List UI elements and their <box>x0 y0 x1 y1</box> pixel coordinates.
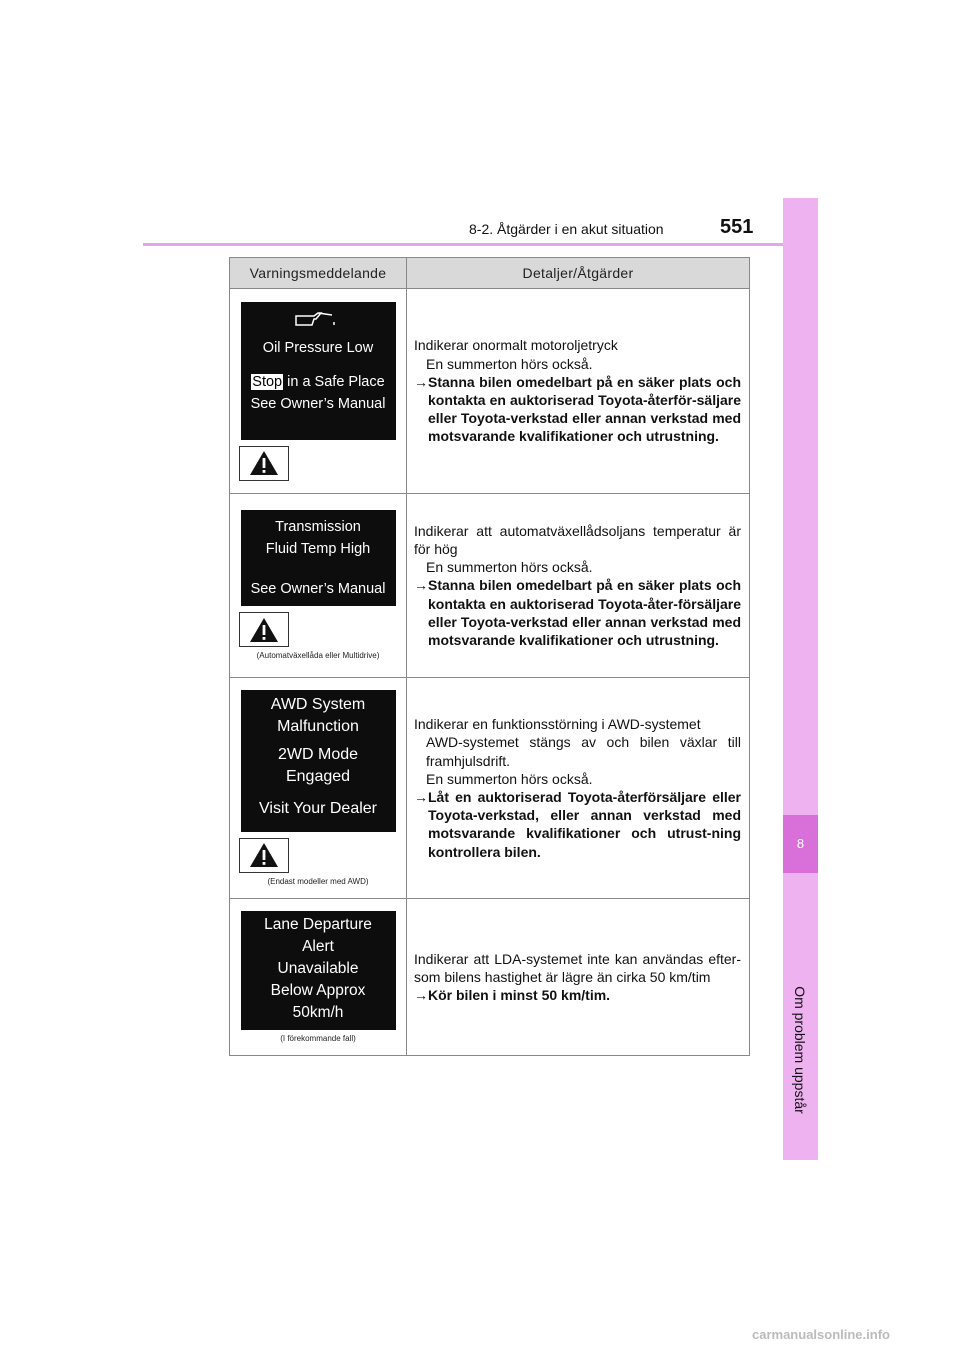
table-row <box>230 899 750 1056</box>
action <box>414 788 741 861</box>
screen-line: Lane Departure <box>264 915 372 933</box>
action <box>414 373 741 446</box>
action-text: Kör bilen i minst 50 km/tim. <box>428 987 611 1004</box>
screen-line: Below Approx <box>270 981 366 999</box>
description: Indikerar att automatväxellådsoljans temperatur är för hög <box>414 522 741 557</box>
oil-can-icon <box>241 310 396 337</box>
details-cell <box>407 494 750 678</box>
display-screen <box>241 690 396 832</box>
screen-line: Unavailable <box>277 959 359 977</box>
warning-triangle-icon <box>239 446 289 481</box>
details-cell <box>407 678 750 899</box>
arrow-icon: → <box>414 789 428 805</box>
screen-line-part: in a Safe Place <box>283 373 385 390</box>
screen-line: 2WD Mode <box>277 745 359 763</box>
chapter-label: Om problem uppstår <box>792 986 808 1114</box>
page-number: 551 <box>720 216 754 238</box>
screen-line: Engaged <box>285 767 351 785</box>
note: En summerton hörs också. <box>426 770 593 787</box>
screen-line <box>241 371 396 393</box>
screen-line: Oil Pressure Low <box>262 339 374 356</box>
action-text: Stanna bilen omedelbart på en säker plats och kontakta en auktoriserad Toyota-åter-försäljare eller Toyota-verkstad eller annan verkstad med motsvarande kvalifikationer och utrustning. <box>428 577 741 648</box>
table-row <box>230 289 750 494</box>
message-cell <box>230 678 407 899</box>
action-text: Stanna bilen omedelbart på en säker plats och kontakta en auktoriserad Toyota-återför-säljare eller Toyota-verkstad eller annan verkstad med motsvarande kvalifikationer och utrustning. <box>428 373 741 445</box>
note: En summerton hörs också. <box>426 559 593 576</box>
arrow-icon: → <box>414 577 428 594</box>
note: AWD-systemet stängs av och bilen växlar till framhjulsdrift. <box>426 734 741 769</box>
screen-line: Alert <box>302 937 334 955</box>
section-title: 8-2. Åtgärder i en akut situation <box>469 221 664 237</box>
details-cell <box>407 289 750 494</box>
message-cell <box>230 899 407 1056</box>
screen-line: 50km/h <box>292 1003 344 1021</box>
caption: (Automatväxellåda eller Multidrive) <box>256 651 380 660</box>
description: Indikerar att LDA-systemet inte kan användas efter-som bilens hastighet är lägre än cirka 50 km/tim <box>414 950 741 985</box>
column-header-message: Varningsmeddelande <box>230 258 407 289</box>
column-header-details: Detaljer/Åtgärder <box>407 258 750 289</box>
warning-table <box>229 257 750 1056</box>
description: Indikerar onormalt motoroljetryck <box>414 337 618 354</box>
header-rule <box>143 243 818 246</box>
caption: (Endast modeller med AWD) <box>267 876 369 886</box>
arrow-icon: → <box>414 373 428 390</box>
screen-line: Fluid Temp High <box>265 541 371 557</box>
chapter-number: 8 <box>783 815 818 873</box>
table-row <box>230 678 750 899</box>
caption: (I förekommande fall) <box>280 1033 356 1043</box>
watermark: carmanualsonline.info <box>752 1327 890 1342</box>
table-row <box>230 494 750 678</box>
screen-stop-highlight: Stop <box>252 373 283 390</box>
note: En summerton hörs också. <box>426 355 593 372</box>
display-screen <box>241 510 396 606</box>
message-cell <box>230 289 407 494</box>
screen-line: AWD System <box>270 695 366 713</box>
details-cell <box>407 899 750 1056</box>
display-screen <box>241 302 396 440</box>
screen-line: See Owner’s Manual <box>250 395 386 412</box>
screen-line: See Owner’s Manual <box>250 581 386 597</box>
screen-line: Malfunction <box>277 717 359 735</box>
warning-triangle-icon <box>239 838 289 873</box>
action <box>414 986 741 1004</box>
warning-triangle-icon <box>239 612 289 647</box>
screen-line: Visit Your Dealer <box>259 799 377 817</box>
message-cell <box>230 494 407 678</box>
screen-line: Transmission <box>275 519 361 535</box>
arrow-icon: → <box>414 987 428 1004</box>
description: Indikerar en funktionsstörning i AWD-systemet <box>414 716 701 733</box>
display-screen <box>241 911 396 1030</box>
action-text: Låt en auktoriserad Toyota-återförsäljare eller Toyota-verkstad, eller annan verkstad med motsvarande kvalifikationer och utrust-ning kontrollera bilen. <box>428 789 741 860</box>
action <box>414 576 741 649</box>
